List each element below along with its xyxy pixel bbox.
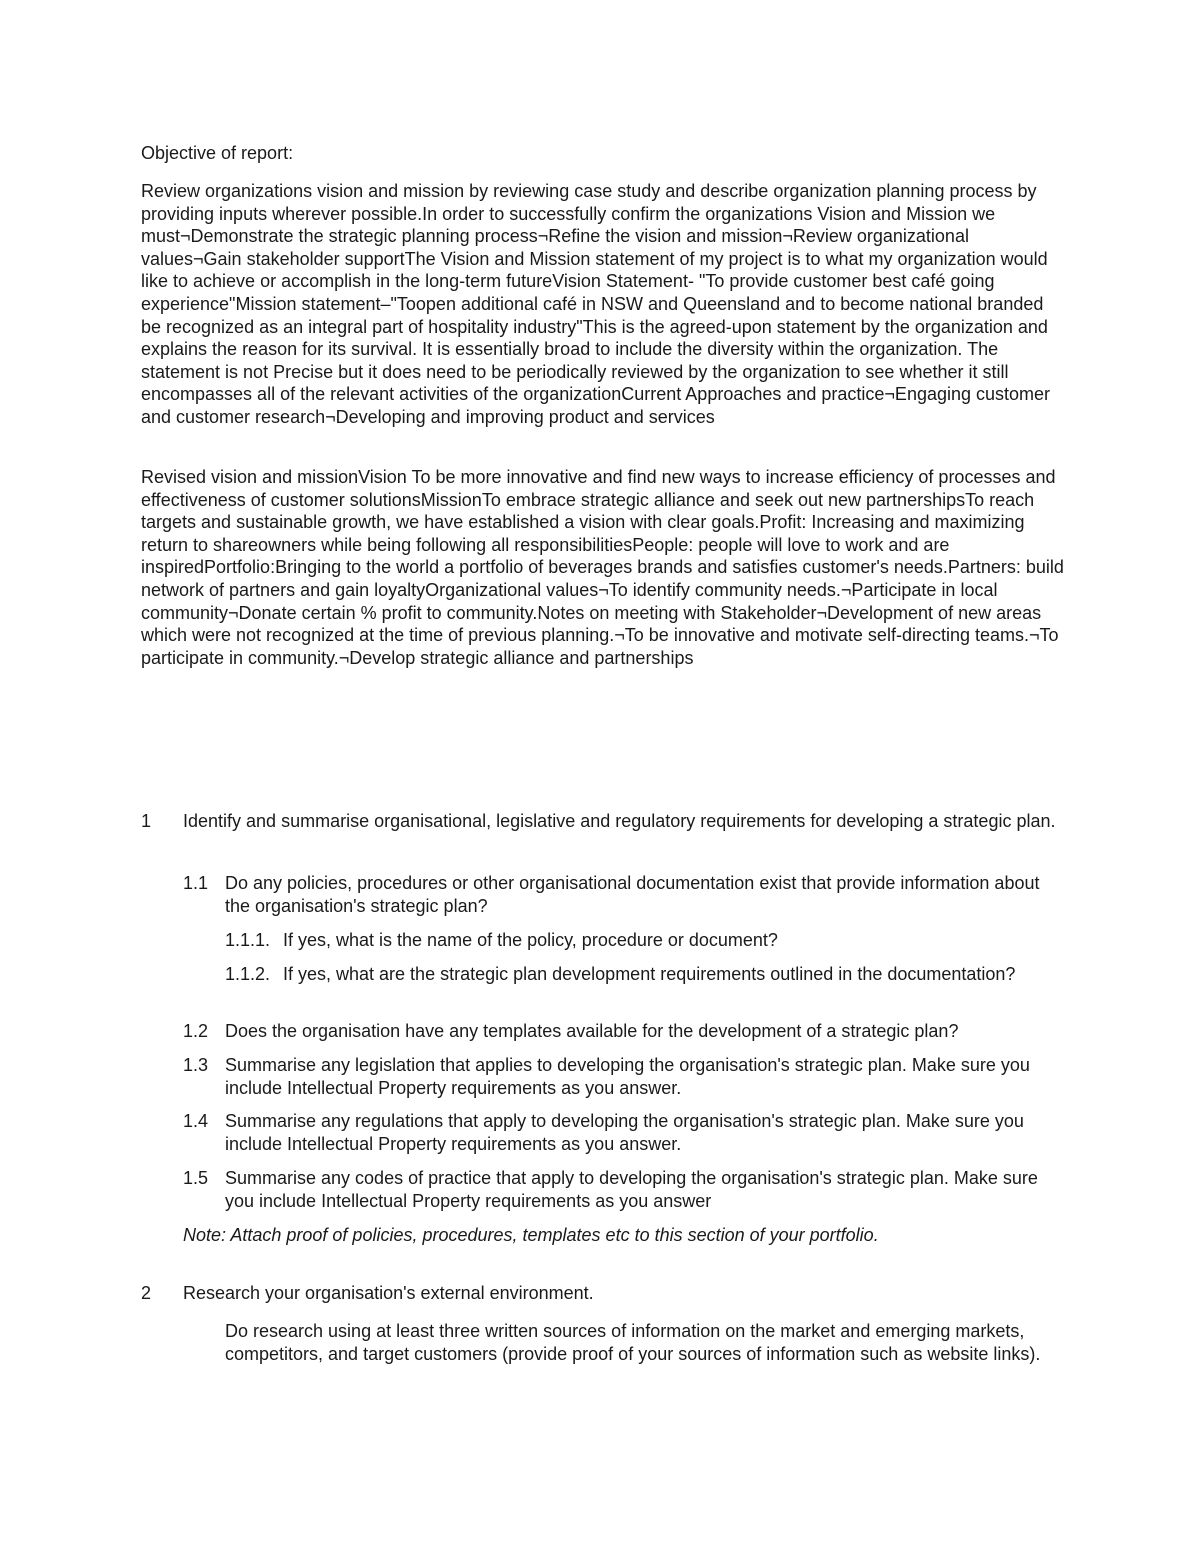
question-text: Does the organisation have any templates available for the development of a strategic plan? [225,1021,959,1041]
question-number: 1.1.2. [225,964,271,984]
objective-title: Objective of report: [141,143,294,163]
revised-vision-paragraph: Revised vision and missionVision To be more innovative and find new ways to increase efficiency of processes and effectiveness of customer solutionsMissionTo embrace strategic alliance and seek out new partnershipsTo reach targets and sustainable growth, we have established a vision with clear goals.Profit: Increasing and maximizing return to shareowners while being following all responsibilitiesPeople: people will love to work and are inspiredPortfolio:Bringing to the world a portfolio of beverages brands and satisfies customer's needs.Partners: build network of partners and gain loyaltyOrganizational values¬To identify community needs.¬Participate in local community¬Donate certain % profit to community.Notes on meeting with Stakeholder¬Development of new areas which were not recognized at the time of previous planning.¬To be innovative and motivate self-directing teams.¬To participate in community.¬Develop strategic alliance and partnerships [141,467,1064,668]
question-1-5 [183,1167,1066,1212]
portfolio-note: Note: Attach proof of policies, procedures, templates etc to this section of your portfolio. [183,1225,879,1245]
question-text: Summarise any regulations that apply to developing the organisation's strategic plan. Make sure you include Intellectual Property requirements as you answer. [225,1111,1024,1154]
question-number: 1.5 [183,1168,209,1188]
question-1-1-1 [225,929,1066,952]
question-number: 1.1.1. [225,930,271,950]
question-number: 1.3 [183,1055,209,1075]
question-text: If yes, what are the strategic plan development requirements outlined in the documentation? [283,964,1016,984]
question-1-4 [183,1110,1066,1155]
question-1-1-2 [225,963,1066,986]
question-number: 1 [141,811,152,831]
question-1-1 [183,872,1066,917]
document-page [141,0,1066,1553]
question-1 [141,809,1066,834]
question-text: If yes, what is the name of the policy, procedure or document? [283,930,778,950]
question-2 [141,1282,1066,1305]
question-text: Summarise any codes of practice that apply to developing the organisation's strategic plan. Make sure you include Intellectual Property requirements as you answer [225,1168,1038,1211]
question-number: 1.4 [183,1111,209,1131]
question-text: Do any policies, procedures or other organisational documentation exist that provide information about the organisation's strategic plan? [225,873,1040,916]
question-2-body: Do research using at least three written sources of information on the market and emerging markets, competitors, and target customers (provide proof of your sources of information such as website links). [225,1321,1041,1364]
objective-paragraph: Review organizations vision and mission by reviewing case study and describe organization planning process by providing inputs wherever possible.In order to successfully confirm the organizations Vision and Mission we must¬Demonstrate the strategic planning process¬Refine the vision and mission¬Review organizational values¬Gain stakeholder supportThe Vision and Mission statement of my project is to what my organization would like to achieve or accomplish in the long-term futureVision Statement- "To provide customer best café going experience"Mission statement–"Toopen additional café in NSW and Queensland and to become national branded be recognized as an integral part of hospitality industry"This is the agreed-upon statement by the organization and explains the reason for its survival. It is essentially broad to include the diversity within the organization. The statement is not Precise but it does need to be periodically reviewed by the organization to see whether it still encompasses all of the relevant activities of the organizationCurrent Approaches and practice¬Engaging customer and customer research¬Developing and improving product and services [141,181,1051,427]
question-number: 1.2 [183,1021,209,1041]
question-1-3 [183,1054,1066,1099]
question-1-2 [183,1020,1066,1043]
question-text: Identify and summarise organisational, legislative and regulatory requirements for developing a strategic plan. [183,811,1056,831]
question-number: 2 [141,1283,152,1303]
question-text: Summarise any legislation that applies to developing the organisation's strategic plan. Make sure you include Intellectual Property requirements as you answer. [225,1055,1030,1098]
question-text: Research your organisation's external environment. [183,1283,594,1303]
question-number: 1.1 [183,873,209,893]
